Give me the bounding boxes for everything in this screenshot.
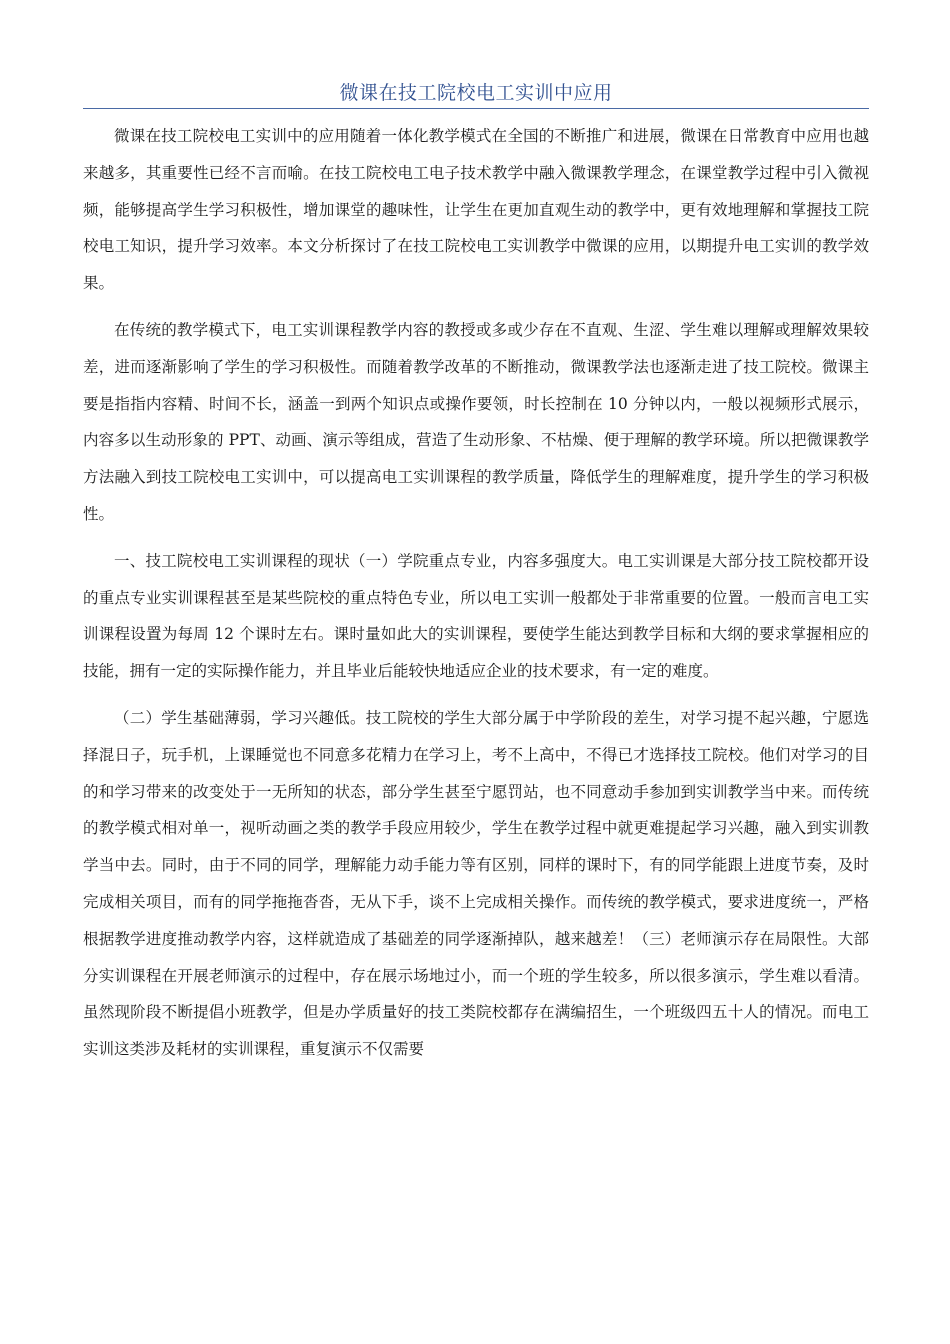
paragraph-traditional-mode: 在传统的教学模式下，电工实训课程教学内容的教授或多或少存在不直观、生涩、学生难以理解或理解效果较差，进而逐渐影响了学生的学习积极性。而随着教学改革的不断推动，微课教学法也逐渐走进了技工院校。微课主要是指指内容精、时间不长，涵盖一到两个知识点或操作要领，时长控制在 10 分钟以内，一般以视频形式展示，内容多以生动形象的 PPT、动画、演示等组成，营造了生动形象、不枯燥、便于理解的教学环境。所以把微课教学方法融入到技工院校电工实训中，可以提高电工实训课程的教学质量，降低学生的理解难度，提升学生的学习积极性。 (83, 320, 869, 523)
document-title: 微课在技工院校电工实训中应用 (339, 82, 613, 104)
paragraph-intro: 微课在技工院校电工实训中的应用随着一体化教学模式在全国的不断推广和进展，微课在日常教育中应用也越来越多，其重要性已经不言而喻。在技工院校电工电子技术教学中融入微课教学理念，在课堂教学过程中引入微视频，能够提高学生学习积极性，增加课堂的趣味性，让学生在更加直观生动的教学中，更有效地理解和掌握技工院校电工知识，提升学习效率。本文分析探讨了在技工院校电工实训教学中微课的应用，以期提升电工实训的教学效果。 (83, 127, 869, 293)
document-body (83, 118, 869, 1068)
document-page (83, 78, 869, 1068)
title-divider (83, 108, 869, 109)
paragraph-current-status: 一、技工院校电工实训课程的现状（一）学院重点专业，内容多强度大。电工实训课是大部分技工院校都开设的重点专业实训课程甚至是某些院校的重点特色专业，所以电工实训一般都处于非常重要的位置。一般而言电工实训课程设置为每周 12 个课时左右。课时量如此大的实训课程，要使学生能达到教学目标和大纲的要求掌握相应的技能，拥有一定的实际操作能力，并且毕业后能较快地适应企业的技术要求，有一定的难度。 (83, 551, 869, 681)
paragraph-student-basis: （二）学生基础薄弱，学习兴趣低。技工院校的学生大部分属于中学阶段的差生，对学习提不起兴趣，宁愿选择混日子，玩手机，上课睡觉也不同意多花精力在学习上，考不上高中，不得已才选择技工院校。他们对学习的目的和学习带来的改变处于一无所知的状态，部分学生甚至宁愿罚站，也不同意动手参加到实训教学当中来。而传统的教学模式相对单一，视听动画之类的教学手段应用较少，学生在教学过程中就更难提起学习兴趣，融入到实训教学当中去。同时，由于不同的同学，理解能力动手能力等有区别，同样的课时下，有的同学能跟上进度节奏，及时完成相关项目，而有的同学拖拖沓沓，无从下手，谈不上完成相关操作。而传统的教学模式，要求进度统一，严格根据教学进度推动教学内容，这样就造成了基础差的同学逐渐掉队，越来越差！（三）老师演示存在局限性。大部分实训课程在开展老师演示的过程中，存在展示场地过小，而一个班的学生较多，所以很多演示，学生难以看清。虽然现阶段不断提倡小班教学，但是办学质量好的技工类院校都存在满编招生，一个班级四五十人的情况。而电工实训这类涉及耗材的实训课程，重复演示不仅需要 (83, 708, 869, 1059)
